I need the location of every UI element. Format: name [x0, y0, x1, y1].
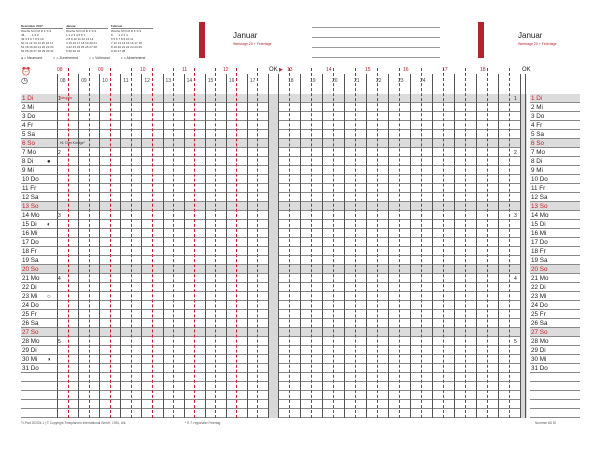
- day-label-left: 24 Do: [22, 302, 39, 309]
- day-row: [21, 310, 268, 319]
- hour-label-bottom: 23: [398, 78, 404, 84]
- day-label-left: 6 So: [22, 140, 35, 147]
- label-column-border: [525, 74, 526, 418]
- day-row: [21, 292, 268, 301]
- day-label-right: 16 Mi: [531, 230, 547, 237]
- hour-label-top: 08: [57, 67, 63, 73]
- day-label-right: 27 So: [531, 329, 548, 336]
- day-label-left: 17 Do: [22, 239, 39, 246]
- empty-row: [530, 391, 580, 400]
- empty-row: [21, 373, 268, 382]
- hour-label-top: 16: [403, 67, 409, 73]
- mini-calendar-title: Januar: [66, 24, 108, 29]
- day-label-left: 13 So: [22, 203, 39, 210]
- half-hour-line: [194, 68, 195, 418]
- half-hour-line: [236, 68, 237, 418]
- week-number: 5: [514, 339, 517, 345]
- day-row: [21, 256, 268, 265]
- day-label-right: 26 Sa: [531, 320, 548, 327]
- hour-line: [226, 74, 227, 418]
- hour-label-top: 15: [365, 67, 371, 73]
- day-label-right: 3 Do: [531, 113, 545, 120]
- mini-calendar-row: 3 15 16 17 18 19 20 21: [66, 41, 97, 45]
- day-label-left: 31 Do: [22, 365, 39, 372]
- mini-calendar-header: Woche M D M D F S S: [111, 29, 142, 33]
- day-label-right: 19 Sa: [531, 257, 548, 264]
- day-row: [21, 184, 268, 193]
- hour-line: [520, 74, 521, 418]
- hour-label-bottom: 17: [249, 78, 256, 84]
- empty-row: [530, 373, 580, 382]
- day-label-left: 3 Do: [22, 113, 36, 120]
- day-label-left: 28 Mo: [22, 338, 40, 345]
- new-moon-icon: ●: [47, 158, 51, 165]
- mini-calendar-title: Februar: [111, 24, 153, 29]
- day-row: [21, 139, 268, 148]
- hour-line: [268, 74, 269, 418]
- hour-line: [498, 74, 499, 418]
- mini-calendar-row: 7 12 13 14 15 16 17 18: [111, 41, 142, 45]
- week-number: 4: [514, 276, 517, 282]
- hour-label-bottom: 18: [288, 78, 294, 84]
- hour-label-top: 12: [223, 67, 229, 73]
- hour-label-top: 10: [140, 67, 146, 73]
- half-hour-line: [110, 68, 111, 418]
- hour-label-top: 18: [480, 67, 486, 73]
- hour-line: [247, 74, 248, 418]
- day-row: [21, 121, 268, 130]
- hour-line: [344, 74, 345, 418]
- day-row: [21, 319, 268, 328]
- half-hour-line: [509, 68, 510, 418]
- hour-line: [366, 74, 367, 418]
- mini-calendar-row: 51 18 19 20 21 22 23 24: [21, 45, 54, 49]
- day-label-right: 21 Mo: [531, 275, 549, 282]
- day-label-left: 7 Mo: [22, 149, 36, 156]
- mini-calendar-row: 4 22 23 24 25 26 27 28: [66, 45, 97, 49]
- week-number: 3: [58, 213, 61, 219]
- day-label-left: 25 Fr: [22, 311, 37, 318]
- day-label-left: 29 Di: [22, 347, 37, 354]
- holiday-note: Hl. Drei Könige*: [60, 141, 85, 145]
- day-row: [21, 220, 268, 229]
- mini-calendar-row: 1 1 2 3 4 5 6 7: [66, 33, 86, 37]
- day-row: [21, 103, 268, 112]
- day-row: [21, 157, 268, 166]
- hour-label-top: 14: [326, 67, 332, 73]
- column-separator: [269, 94, 278, 418]
- day-row: [21, 265, 268, 274]
- hour-line: [120, 74, 121, 418]
- legend-waning: ◑ = Abnehmend: [120, 56, 146, 60]
- hour-label-top: 11: [182, 67, 188, 73]
- day-row: [21, 166, 268, 175]
- hour-label-bottom: 20: [332, 78, 338, 84]
- mini-calendar-header: Woche M D M D F S S: [66, 29, 97, 33]
- hour-label-bottom: 19: [310, 78, 316, 84]
- hour-label-bottom: 21: [354, 78, 360, 84]
- half-hour-line: [173, 68, 174, 418]
- hour-label-bottom: 09: [81, 78, 87, 84]
- day-label-left: 5 Sa: [22, 131, 35, 138]
- ok-label-right: OK: [522, 67, 531, 73]
- legend-new-moon: ● = Neumond: [21, 56, 43, 60]
- week-number: 4: [58, 276, 61, 282]
- half-hour-line: [443, 68, 444, 418]
- day-label-right: 2 Mi: [531, 104, 543, 111]
- day-row: [21, 112, 268, 121]
- empty-row: [21, 382, 268, 391]
- hour-line: [141, 74, 142, 418]
- half-hour-line: [487, 68, 488, 418]
- mini-calendar-row: 8 19 20 21 22 23 24 25: [111, 45, 142, 49]
- day-row: [21, 202, 268, 211]
- day-label-left: 8 Di: [22, 158, 34, 165]
- week-number: 1: [58, 96, 61, 102]
- hour-label-bottom: 11: [123, 78, 129, 84]
- day-label-left: 11 Fr: [22, 185, 37, 192]
- day-label-left: 15 Di: [22, 221, 37, 228]
- hour-label-bottom: 08: [60, 78, 66, 84]
- day-label-right: 28 Mo: [531, 338, 549, 345]
- hour-line: [432, 74, 433, 418]
- day-label-right: 23 Mi: [531, 293, 547, 300]
- half-hour-line: [399, 68, 400, 418]
- day-label-left: 4 Fr: [22, 122, 34, 129]
- hour-label-top: 13: [287, 67, 293, 73]
- clock-icon: ◷: [21, 76, 28, 85]
- day-label-right: 11 Fr: [531, 185, 546, 192]
- week-number: 2: [58, 150, 61, 156]
- day-label-right: 4 Fr: [531, 122, 543, 129]
- day-label-right: 7 Mo: [531, 149, 545, 156]
- hour-line: [278, 74, 279, 418]
- footer-code: Nummer A5 DI: [535, 421, 556, 425]
- hour-label-bottom: 14: [186, 78, 193, 84]
- week-number: 1: [514, 96, 517, 102]
- empty-row: [21, 391, 268, 400]
- half-hour-line: [152, 68, 153, 418]
- hour-line: [388, 74, 389, 418]
- holiday-note: Neujahr: [60, 96, 73, 100]
- empty-row: [21, 400, 268, 409]
- hour-label-bottom: 12: [144, 78, 150, 84]
- day-label-right: 29 Di: [531, 347, 546, 354]
- day-label-left: 14 Mo: [22, 212, 40, 219]
- half-hour-line: [421, 68, 422, 418]
- half-hour-line: [68, 68, 69, 418]
- day-row: [21, 346, 268, 355]
- mini-calendar-header: Woche M D M D F S S: [21, 29, 52, 33]
- day-label-right: 30 Mi: [531, 356, 547, 363]
- hour-label-bottom: 24: [420, 78, 426, 84]
- day-row: [21, 130, 268, 139]
- month-title-right: Januar: [518, 31, 543, 40]
- day-label-left: 23 Mi: [22, 293, 38, 300]
- half-hour-line: [377, 68, 378, 418]
- month-title-left: Januar: [233, 31, 258, 40]
- empty-row: [530, 400, 580, 409]
- hour-line: [184, 74, 185, 418]
- hour-line: [454, 74, 455, 418]
- day-label-right: 20 So: [531, 266, 548, 273]
- hour-line: [163, 74, 164, 418]
- day-row: [21, 175, 268, 184]
- mini-calendar-row: 2 8 9 10 11 12 13 14: [66, 37, 94, 41]
- week-number: 5: [58, 339, 61, 345]
- hour-label-bottom: 22: [376, 78, 382, 84]
- day-label-left: 10 Do: [22, 176, 39, 183]
- red-tab-left: [199, 22, 205, 58]
- day-label-right: 18 Fr: [531, 248, 546, 255]
- half-hour-line: [257, 68, 258, 418]
- day-label-left: 12 Sa: [22, 194, 39, 201]
- mini-calendar-row: 5 . . . 1 2 3 4: [111, 33, 128, 37]
- empty-row: [530, 409, 580, 418]
- mini-calendar-title: Dezember 2017: [21, 24, 63, 29]
- day-label-left: 20 So: [22, 266, 39, 273]
- day-label-right: 9 Mi: [531, 167, 543, 174]
- hour-line: [322, 74, 323, 418]
- mini-calendar-row: 6 5 6 7 8 9 10 11: [111, 37, 134, 41]
- day-label-right: 12 Sa: [531, 194, 548, 201]
- legend-waxing: ◐ = Zunehmend: [53, 56, 79, 60]
- note-line: [312, 57, 440, 58]
- day-row: [21, 283, 268, 292]
- hour-line: [410, 74, 411, 418]
- day-row: [21, 247, 268, 256]
- ok-label-left: OK: [269, 67, 278, 73]
- day-label-right: 17 Do: [531, 239, 548, 246]
- half-hour-line: [355, 68, 356, 418]
- half-hour-line: [89, 68, 90, 418]
- moon-legend: [21, 56, 155, 60]
- month-subtitle-right: Werktage 20 + Feiertage: [518, 42, 557, 46]
- mini-calendar-row: 5 29 30 31: [66, 49, 81, 53]
- day-label-left: 21 Mo: [22, 275, 40, 282]
- day-label-left: 30 Mi: [22, 356, 38, 363]
- day-row: [21, 229, 268, 238]
- day-label-left: 1 Di: [22, 95, 34, 102]
- day-label-left: 9 Mi: [22, 167, 34, 174]
- day-label-right: 31 Do: [531, 365, 548, 372]
- mini-calendar-row: 50 11 12 13 14 15 16 17: [21, 41, 54, 45]
- week-number: 2: [514, 150, 517, 156]
- footer-copyright: TI-Part 2020/4.1 | © Copyright Timeplaners International GmbH, 1951, Ulk.: [21, 421, 127, 425]
- day-row: [21, 355, 268, 364]
- hour-line: [99, 74, 100, 418]
- day-label-right: 22 Di: [531, 284, 546, 291]
- day-row: [21, 328, 268, 337]
- arrow-right-icon: ▶: [279, 67, 283, 73]
- waxing-moon-icon: ◐: [47, 221, 51, 228]
- half-hour-line: [289, 68, 290, 418]
- mini-calendar-row: 49 4 5 6 7 8 9 10: [21, 37, 44, 41]
- hour-label-bottom: 16: [228, 78, 235, 84]
- hour-label-top: 09: [98, 67, 104, 73]
- mini-calendar-row: 52 25 26 27 28 29 30 31: [21, 49, 54, 53]
- day-label-right: 25 Fr: [531, 311, 546, 318]
- hour-label-bottom: 13: [165, 78, 172, 84]
- hour-line: [205, 74, 206, 418]
- day-label-left: 16 Mi: [22, 230, 38, 237]
- day-label-right: 24 Do: [531, 302, 548, 309]
- day-label-right: 14 Mo: [531, 212, 549, 219]
- day-label-right: 15 Di: [531, 221, 546, 228]
- half-hour-line: [333, 68, 334, 418]
- mini-calendar-row: 48 . . . . 1 2 3: [21, 33, 39, 37]
- legend-full-moon: ○ = Vollmond: [89, 56, 110, 60]
- half-hour-line: [465, 68, 466, 418]
- hour-line: [78, 74, 79, 418]
- day-label-left: 26 Sa: [22, 320, 39, 327]
- day-row: [21, 301, 268, 310]
- week-number: 3: [514, 213, 517, 219]
- day-label-left: 27 So: [22, 329, 39, 336]
- day-row: [21, 193, 268, 202]
- day-label-right: 8 Di: [531, 158, 543, 165]
- half-hour-line: [215, 68, 216, 418]
- day-label-left: 22 Di: [22, 284, 37, 291]
- footer-note: * E.T. regionaler Feiertag: [185, 421, 221, 425]
- note-line: [312, 27, 440, 28]
- hour-label-bottom: 10: [102, 78, 108, 84]
- day-label-right: 5 Sa: [531, 131, 544, 138]
- day-label-left: 2 Mi: [22, 104, 34, 111]
- half-hour-line: [131, 68, 132, 418]
- month-subtitle-left: Werktage 20 + Feiertage: [233, 42, 272, 46]
- waning-moon-icon: ◑: [47, 356, 51, 363]
- day-label-right: 13 So: [531, 203, 548, 210]
- hour-line: [476, 74, 477, 418]
- full-moon-icon: ○: [47, 293, 51, 300]
- hour-label-bottom: 15: [207, 78, 214, 84]
- day-label-right: 10 Do: [531, 176, 548, 183]
- empty-row: [530, 382, 580, 391]
- day-row: [21, 238, 268, 247]
- half-hour-line: [311, 68, 312, 418]
- day-label-right: 6 So: [531, 140, 544, 147]
- hour-label-top: 17: [442, 67, 448, 73]
- day-label-left: 19 Sa: [22, 257, 39, 264]
- day-row: [21, 364, 268, 373]
- mini-calendar-row: 9 26 27 28: [111, 49, 126, 53]
- red-tab-right: [478, 22, 484, 58]
- hour-line: [57, 74, 58, 418]
- note-line: [312, 37, 440, 38]
- day-label-left: 18 Fr: [22, 248, 37, 255]
- hour-line: [300, 74, 301, 418]
- note-line: [312, 47, 440, 48]
- alarm-clock-icon: ⏰: [21, 67, 31, 76]
- empty-row: [21, 409, 268, 418]
- day-label-right: 1 Di: [531, 95, 543, 102]
